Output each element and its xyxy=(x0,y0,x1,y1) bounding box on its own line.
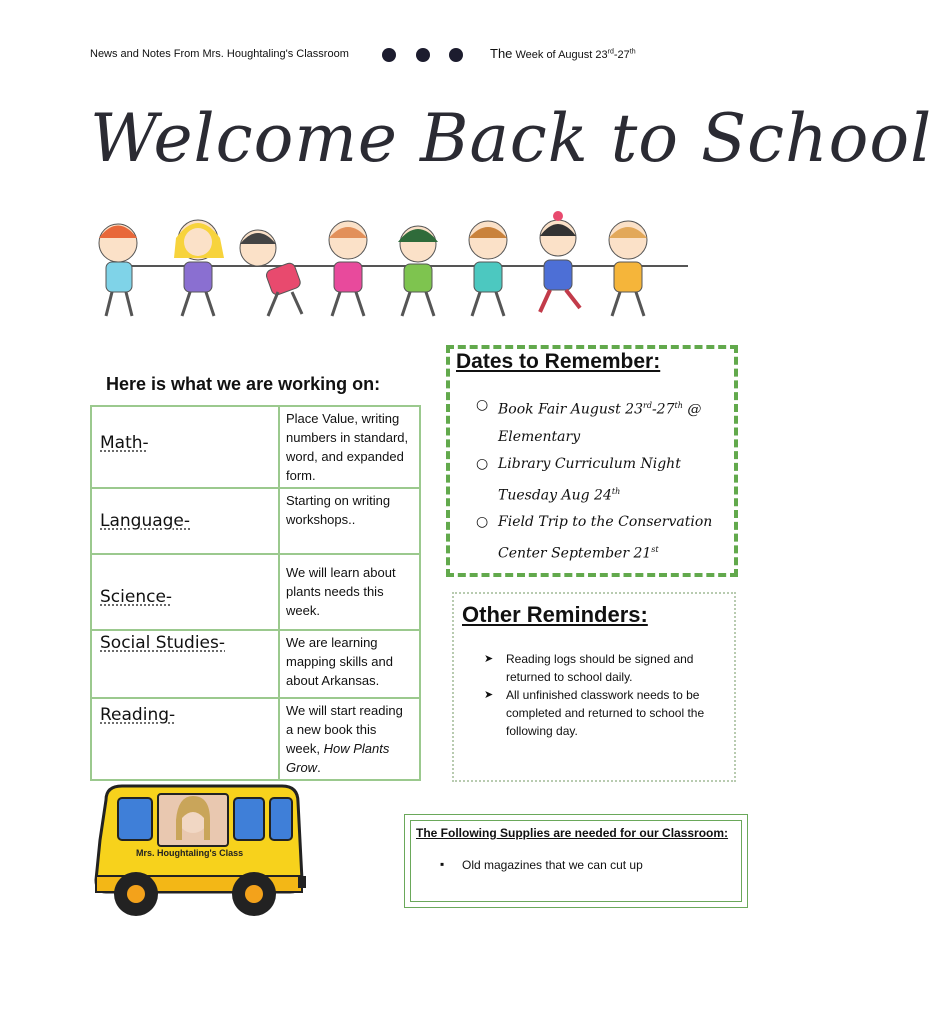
bullet-dot-icon xyxy=(449,48,463,62)
subject-description: We are learning mapping skills and about Arkansas. xyxy=(279,630,420,698)
bullet-dot-icon xyxy=(382,48,396,62)
kid-5 xyxy=(398,226,438,316)
list-item: ○ Book Fair August 23rd-27th @ Elementary xyxy=(476,392,734,451)
subjects-table xyxy=(90,405,421,781)
working-on-heading: Here is what we are working on: xyxy=(106,374,381,394)
children-holding-hands-illustration xyxy=(88,208,678,332)
list-item: ➤ Reading logs should be signed and returned to school daily. xyxy=(484,650,729,686)
subject-description: We will learn about plants needs this week. xyxy=(279,554,420,630)
list-item: ▪ Old magazines that we can cut up xyxy=(440,858,643,872)
header-week-text: The Week of August 23rd-27th xyxy=(490,46,636,61)
kid-4 xyxy=(329,221,367,316)
list-item: ○ Field Trip to the Conservation Center September 21st xyxy=(476,509,734,568)
kid-6 xyxy=(469,221,507,316)
list-item: ○ Library Curriculum Night Tuesday Aug 24th xyxy=(476,451,734,510)
kid-8 xyxy=(609,221,647,316)
bus-sign-text: Mrs. Houghtaling's Class xyxy=(136,848,244,858)
subject-label: Math- xyxy=(91,406,279,488)
table-row xyxy=(91,488,420,554)
table-row xyxy=(91,630,420,698)
supplies-heading: The Following Supplies are needed for our Classroom: xyxy=(416,826,729,840)
table-row xyxy=(91,554,420,630)
bullet-dot-icon xyxy=(416,48,430,62)
dates-list xyxy=(476,392,734,568)
kid-1 xyxy=(99,224,137,316)
table-row xyxy=(91,406,420,488)
subject-description: We will start reading a new book this week, How Plants Grow. xyxy=(279,698,420,780)
supplies-list xyxy=(440,858,643,872)
subject-label: Social Studies- xyxy=(91,630,279,698)
subject-description: Place Value, writing numbers in standard, word, and expanded form. xyxy=(279,406,420,488)
header-left-text: News and Notes From Mrs. Houghtaling's Classroom xyxy=(90,48,349,60)
subject-label: Science- xyxy=(91,554,279,630)
kid-7 xyxy=(540,211,580,312)
kid-2 xyxy=(174,220,224,316)
subject-label: Language- xyxy=(91,488,279,554)
kid-3 xyxy=(240,230,302,316)
table-row xyxy=(91,698,420,780)
school-bus-illustration xyxy=(92,780,306,926)
list-item: ➤ All unfinished classwork needs to be completed and returned to school the following day. xyxy=(484,686,729,740)
other-reminders-list xyxy=(484,650,729,740)
subject-description: Starting on writing workshops.. xyxy=(279,488,420,554)
other-reminders-heading: Other Reminders: xyxy=(462,602,648,627)
subject-label: Reading- xyxy=(91,698,279,780)
dates-heading: Dates to Remember: xyxy=(456,350,661,373)
page-title: Welcome Back to School xyxy=(90,100,932,177)
